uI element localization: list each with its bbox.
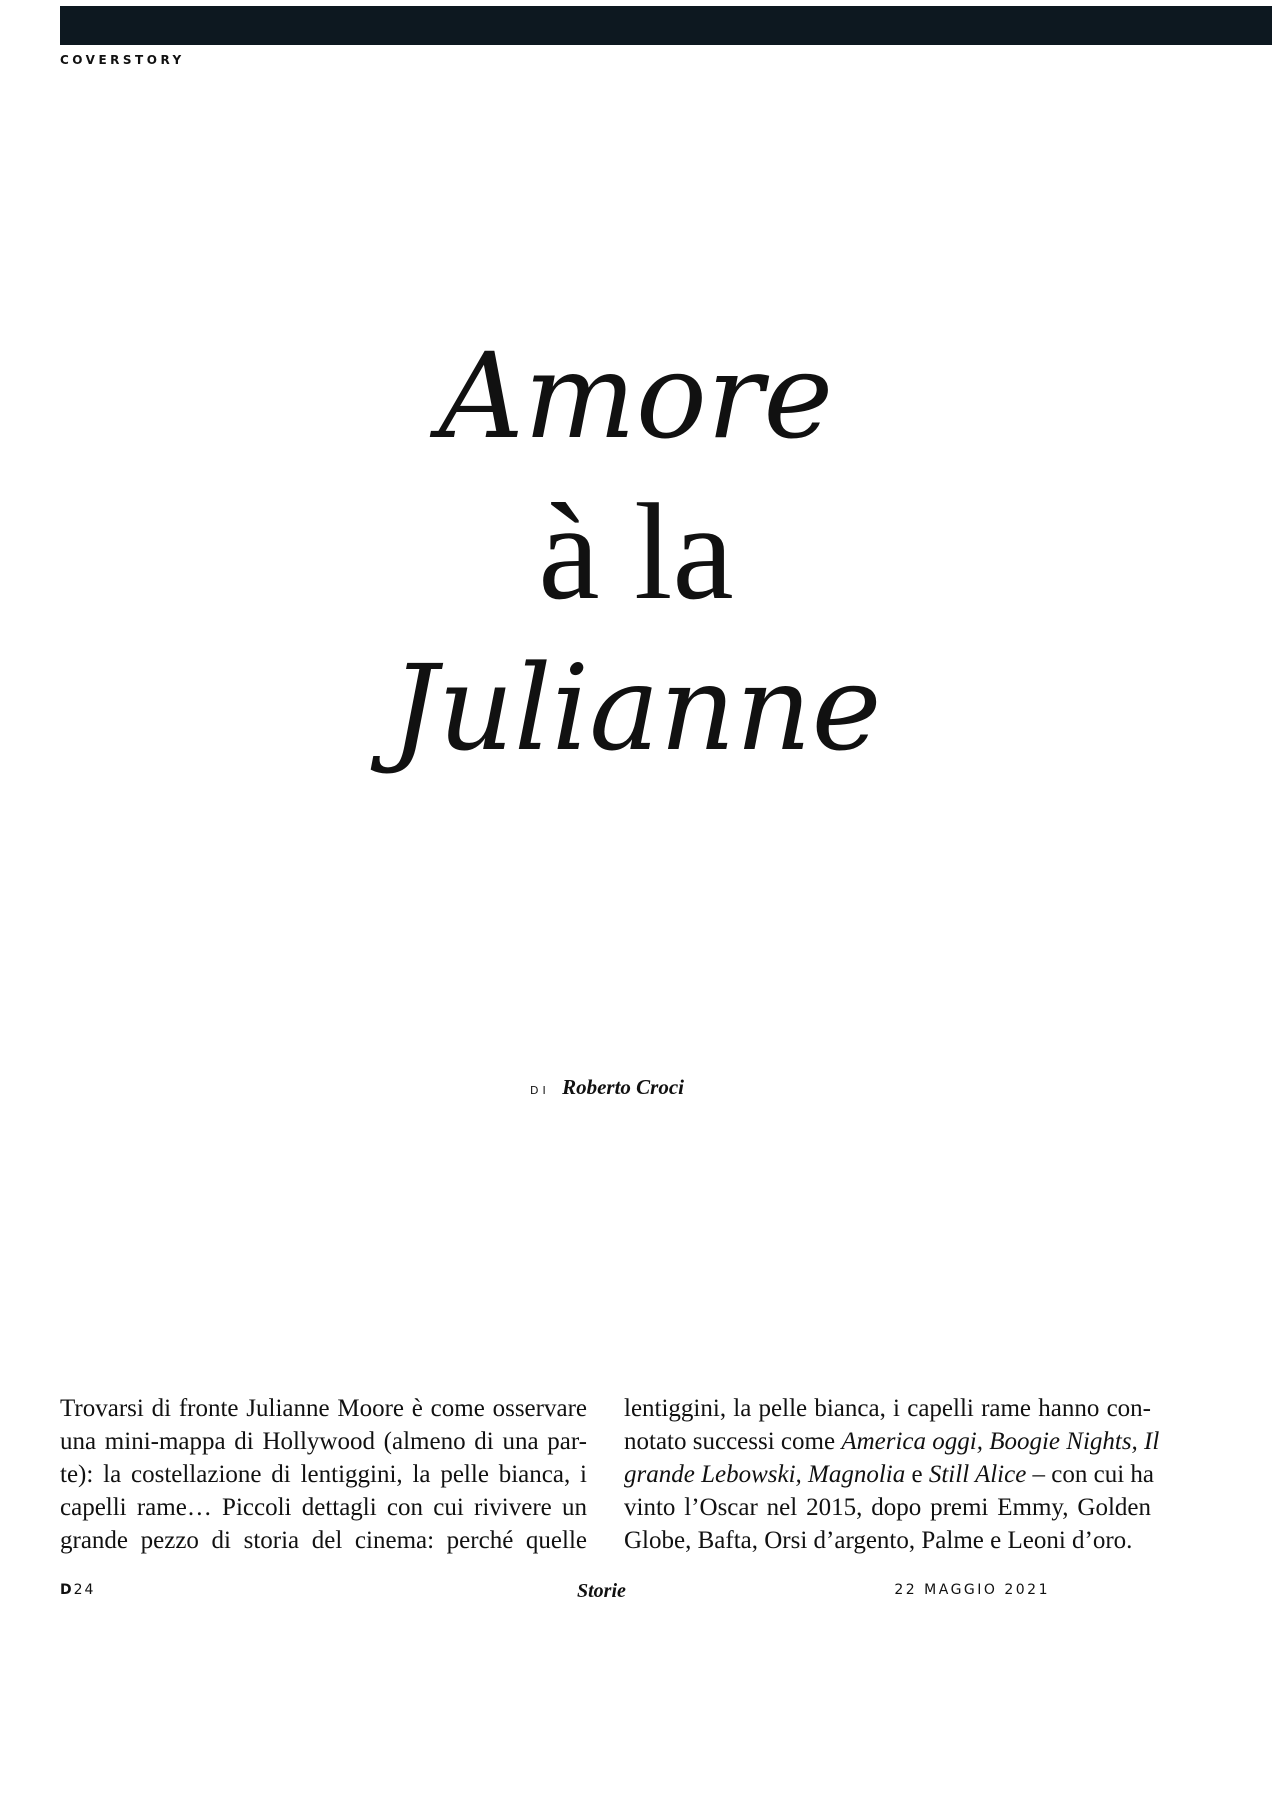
byline-author: Roberto Croci bbox=[562, 1075, 684, 1099]
byline bbox=[530, 1075, 684, 1100]
title-line-1: Amore bbox=[438, 327, 834, 465]
body-column-left bbox=[60, 1392, 587, 1557]
article-title bbox=[0, 318, 1272, 786]
body-line bbox=[624, 1458, 1155, 1491]
section-label: COVERSTORY bbox=[60, 53, 185, 67]
footer-section: Storie bbox=[577, 1580, 626, 1602]
header-bar bbox=[60, 6, 1272, 45]
film-titles: America oggi, Boogie Nights, Il bbox=[841, 1428, 1160, 1455]
magazine-mark: D bbox=[60, 1582, 74, 1598]
body-text: notato successi come bbox=[624, 1428, 842, 1455]
film-titles: grande Lebowski, Magnolia bbox=[624, 1461, 906, 1488]
body-text: e bbox=[905, 1461, 929, 1488]
body-line: grande pezzo di storia del cinema: perché quelle bbox=[60, 1527, 587, 1554]
issue-date: 22 MAGGIO 2021 bbox=[894, 1582, 1050, 1598]
body-line: Trovarsi di fronte Julianne Moore è come osservare bbox=[60, 1395, 587, 1422]
film-title: Still Alice bbox=[928, 1461, 1027, 1488]
body-line: vinto l’Oscar nel 2015, dopo premi Emmy, Golden bbox=[624, 1494, 1151, 1521]
body-text: – con cui ha bbox=[1026, 1461, 1155, 1488]
title-line-3: Julianne bbox=[390, 639, 882, 777]
title-line-2: à la bbox=[538, 475, 734, 628]
body-column-right bbox=[624, 1392, 1160, 1557]
page-number-value: 24 bbox=[73, 1582, 96, 1598]
body-line: una mini-mappa di Hollywood (almeno di una par- bbox=[60, 1428, 587, 1455]
body-line: capelli rame… Piccoli dettagli con cui rivivere un bbox=[60, 1494, 587, 1521]
page-number bbox=[60, 1582, 95, 1598]
body-line bbox=[624, 1425, 1160, 1458]
body-line: Globe, Bafta, Orsi d’argento, Palme e Leoni d’oro. bbox=[624, 1527, 1133, 1554]
body-line: lentiggini, la pelle bianca, i capelli rame hanno con- bbox=[624, 1395, 1151, 1422]
body-line: te): la costellazione di lentiggini, la pelle bianca, i bbox=[60, 1461, 587, 1488]
byline-prefix: DI bbox=[530, 1084, 550, 1097]
page-footer bbox=[60, 1580, 1050, 1604]
